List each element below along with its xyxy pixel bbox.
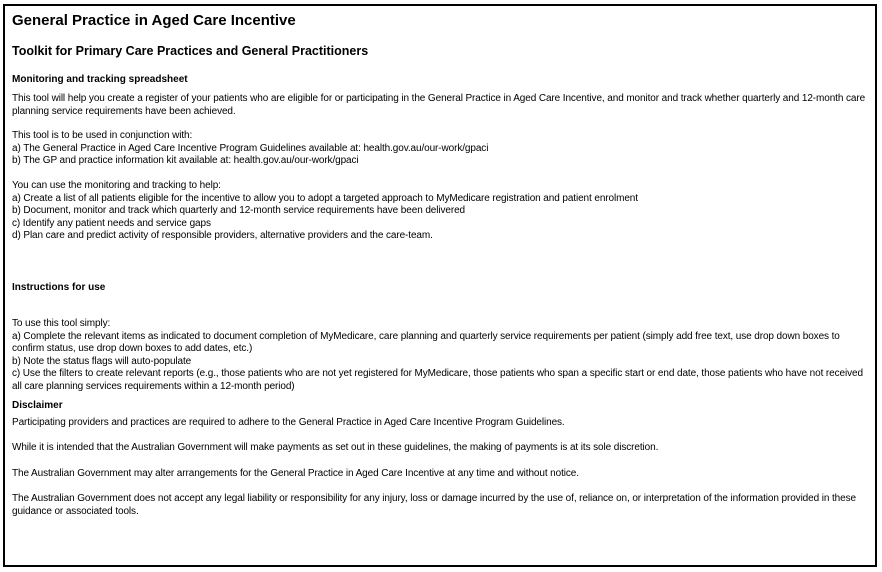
disclaimer-paragraph: While it is intended that the Australian Government will make payments as set out in these guidelines, the making of payments is at its sole discretion.	[12, 442, 659, 454]
page-subtitle: Toolkit for Primary Care Practices and General Practitioners	[12, 44, 369, 58]
instructions-heading: Instructions for use	[12, 281, 106, 293]
list-item: a) The General Practice in Aged Care Incentive Program Guidelines available at: health.gov.au/our-work/gpaci	[12, 142, 489, 154]
conjunction-lead: This tool is to be used in conjunction with:	[12, 130, 193, 142]
disclaimer-paragraph: The Australian Government does not accept any legal liability or responsibility for any injury, loss or damage incurred by the use of, reliance on, or interpretation of the information provided in these guidance or associated tools.	[12, 493, 856, 517]
document-frame	[3, 4, 877, 567]
disclaimer-paragraph: The Australian Government may alter arrangements for the General Practice in Aged Care Incentive at any time and without notice.	[12, 467, 579, 479]
conjunction-block	[12, 130, 867, 168]
monitoring-heading: Monitoring and tracking spreadsheet	[12, 74, 188, 85]
list-item: b) Note the status flags will auto-populate	[12, 355, 192, 367]
monitoring-intro: This tool will help you create a register of your patients who are eligible for or participating in the General Practice in Aged Care Incentive, and monitor and track whether quarterly and 12-month care planning service requirements have been achieved.	[12, 93, 866, 117]
list-item: b) The GP and practice information kit available at: health.gov.au/our-work/gpaci	[12, 155, 359, 167]
list-item: b) Document, monitor and track which quarterly and 12-month service requirements have been delivered	[12, 205, 466, 217]
list-item: a) Create a list of all patients eligible for the incentive to allow you to adopt a targeted approach to MyMedicare registration and patient enrolment	[12, 192, 638, 204]
list-item: c) Identify any patient needs and service gaps	[12, 217, 211, 229]
help-lead: You can use the monitoring and tracking to help:	[12, 179, 221, 191]
instructions-block	[12, 318, 867, 394]
help-block	[12, 180, 867, 243]
instructions-lead: To use this tool simply:	[12, 317, 111, 329]
page-title: General Practice in Aged Care Incentive	[12, 12, 296, 29]
list-item: d) Plan care and predict activity of responsible providers, alternative providers and the care-team.	[12, 230, 433, 242]
disclaimer-heading: Disclaimer	[12, 399, 63, 411]
list-item: a) Complete the relevant items as indicated to document completion of MyMedicare, care planning and quarterly service requirements per patient (simply add free text, use drop down boxes to confirm status, use drop down boxes to add dates, etc.)	[12, 330, 840, 355]
list-item: c) Use the filters to create relevant reports (e.g., those patients who are not yet registered for MyMedicare, those patients who span a specific start or end date, those patients who have not received all care planning services requirements within a 12-month period)	[12, 368, 863, 392]
disclaimer-paragraph: Participating providers and practices are required to adhere to the General Practice in Aged Care Incentive Program Guidelines.	[12, 416, 565, 428]
